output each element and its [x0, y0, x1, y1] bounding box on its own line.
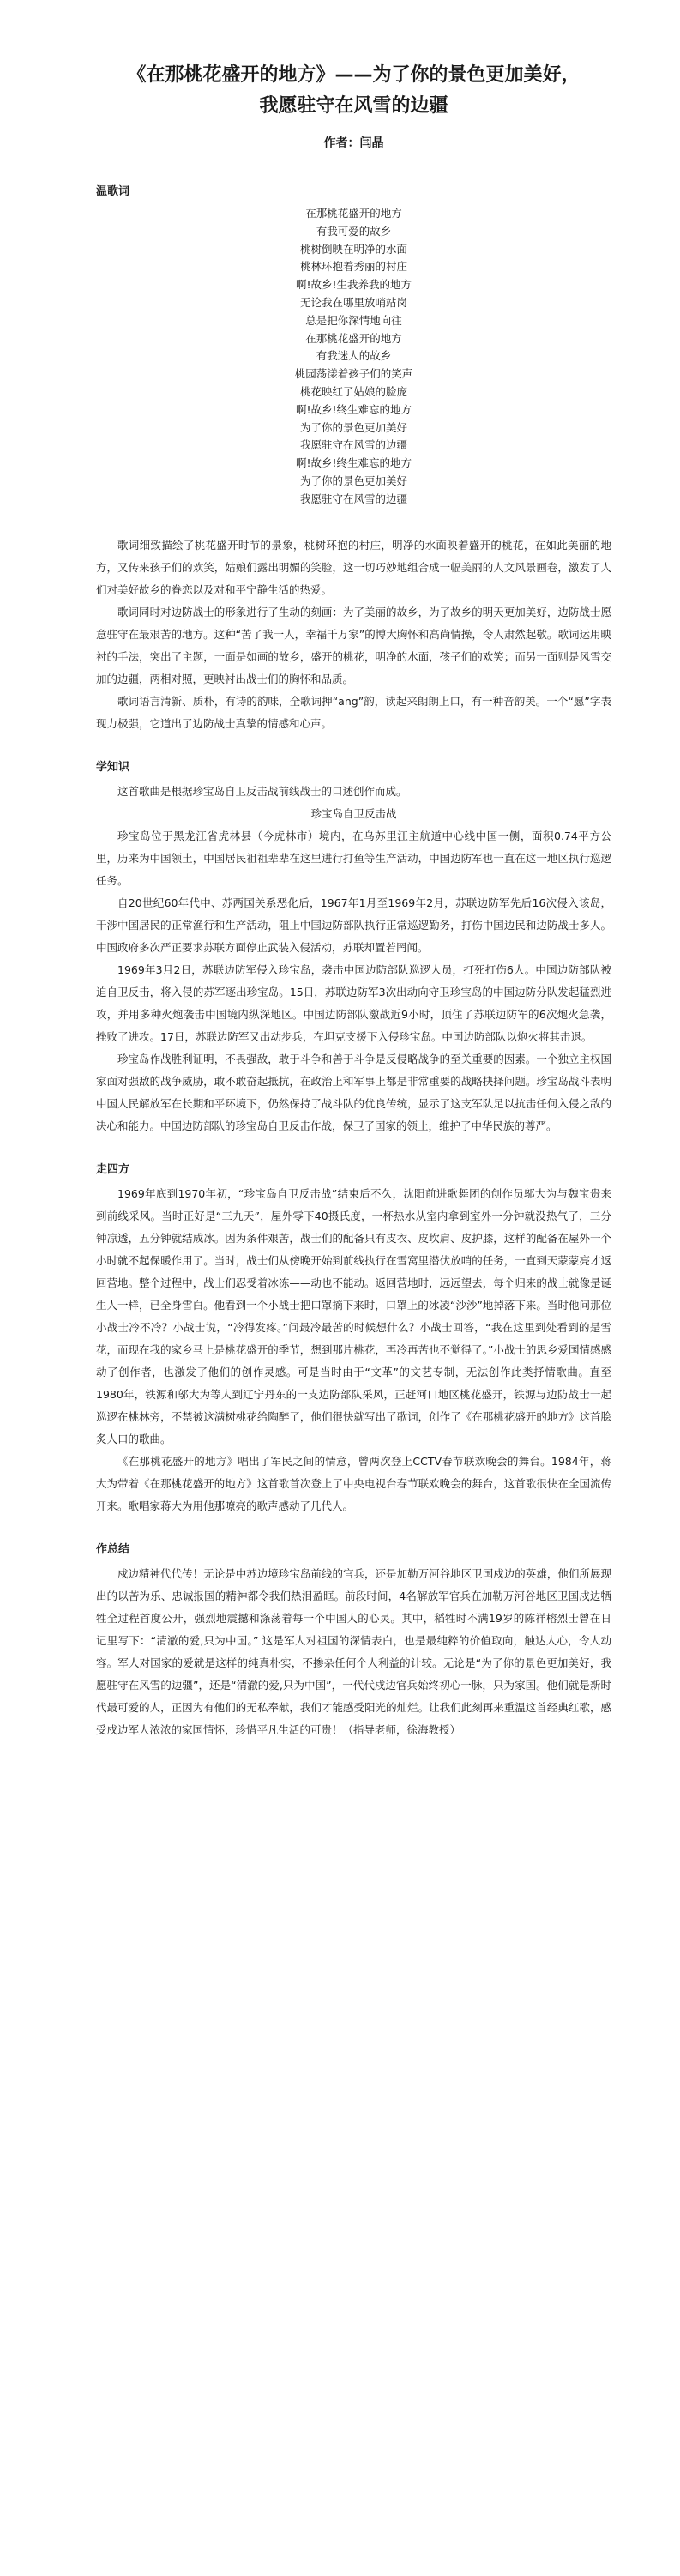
poem-line: 桃花映红了姑娘的脸庞 — [299, 384, 407, 398]
poem-line: 在那桃花盛开的地方 — [305, 331, 402, 345]
poem-line: 为了你的景色更加美好 — [299, 420, 407, 434]
paragraph: 歌词细致描绘了桃花盛开时节的景象，桃树环抱的村庄，明净的水面映着盛开的桃花，在如此美丽的地方，又传来孩子们的欢笑，姑娘们露出明媚的笑脸，这一切巧妙地组合成一幅美丽的人文风景画卷，激发了人们对美好故乡的眷恋以及对和平宁静生活的热爱。 — [96, 538, 611, 596]
paragraph: 歌词同时对边防战士的形象进行了生动的刻画：为了美丽的故乡，为了故乡的明天更加美好，边防战士愿意驻守在最艰苦的地方。这种“苦了我一人，幸福千万家”的博大胸怀和高尚情操，令人肃然起敬。歌词运用映衬的手法，突出了主题，一面是如画的故乡，盛开的桃花，明净的水面，孩子们的欢笑；而另一面则是风雪交加的边疆，两相对照，更映衬出战士们的胸怀和品质。 — [96, 605, 611, 685]
section-title-summary: 作总结 — [96, 1542, 130, 1556]
paragraph: 珍宝岛位于黑龙江省虎林县（今虎林市）境内，在乌苏里江主航道中心线中国一侧，面积0.74平方公里，历来为中国领土，中国居民祖祖辈辈在这里进行打鱼等生产活动，中国边防军也一直在这一地区执行巡逻任务。 — [96, 829, 611, 887]
paragraph: 自20世纪60年代中、苏两国关系恶化后，1967年1月至1969年2月，苏联边防军先后16次侵入该岛，干涉中国居民的正常渔行和生产活动，阻止中国边防部队执行正常巡逻勤务，打伤中国边民和边防战士多人。中国政府多次严正要求苏联方面停止武装入侵活动，苏联却置若罔闻。 — [96, 896, 611, 954]
paragraph: 戍边精神代代传！无论是中苏边境珍宝岛前线的官兵，还是加勒万河谷地区卫国戍边的英雄，他们所展现出的以苦为乐、忠诚报国的精神都令我们热泪盈眶。前段时间，4名解放军官兵在加勒万河谷地区卫国戍边牺牲全过程首度公开，强烈地震撼和涤荡着每一个中国人的心灵。其中，稻牲时不满19岁的陈祥榕烈士曾在日记里写下：“清澈的爱,只为中国。” 这是军人对祖国的深情表白，也是最纯粹的价值取向，触达人心，令人动容。军人对国家的爱就是这样的纯真朴实，不掺杂任何个人利益的计较。无论是“为了你的景色更加美好，我愿驻守在风雪的边疆”，还是“清澈的爱,只为中国”，一代代戍边官兵始终初心一脉，只为家国。他们就是新时代最可爱的人，正因为有他们的无私奉献，我们才能感受阳光的灿烂。让我们此刻再来重温这首经典红歌，感受戍边军人浓浓的家国情怀，珍惜平凡生活的可贵！（指导老师，徐海教授） — [96, 1566, 611, 1736]
article — [0, 60, 680, 1741]
page-title — [96, 60, 611, 122]
paragraph: 珍宝岛作战胜利证明，不畏强敌，敢于斗争和善于斗争是反侵略战争的至关重要的因素。一个独立主权国家面对强敌的战争威胁，敢不敢奋起抵抗，在政治上和军事上都是非常重要的战略抉择问题。珍宝岛战斗表明中国人民解放军在长期和平环境下，仍然保持了战斗队的优良传统，显示了这支军队足以抗击任何入侵之敌的决心和能力。中国边防部队的珍宝岛自卫反击作战，保卫了国家的领土，维护了中华民族的尊严。 — [96, 1052, 611, 1132]
subtitle: 珍宝岛自卫反击战 — [310, 806, 397, 820]
poem-line: 为了你的景色更加美好 — [299, 474, 407, 487]
poem-lyrics — [96, 205, 611, 509]
section-title-poem: 温歌词 — [96, 185, 130, 198]
poem-line: 啊!故乡!终生难忘的地方 — [295, 402, 412, 416]
poem-line: 有我可爱的故乡 — [316, 224, 392, 238]
poem-line: 啊!故乡!终生难忘的地方 — [295, 456, 412, 470]
paragraph: 《在那桃花盛开的地方》唱出了军民之间的情意，曾两次登上CCTV春节联欢晚会的舞台。1984年，蒋大为带着《在那桃花盛开的地方》这首歌首次登上了中央电视台春节联欢晚会的舞台，这首歌很快在全国流传开来。歌唱家蒋大为用他那嘹亮的歌声感动了几代人。 — [96, 1454, 611, 1512]
poem-line: 啊!故乡!生我养我的地方 — [295, 278, 412, 292]
paragraph: 这首歌曲是根据珍宝岛自卫反击战前线战士的口述创作而成。 — [117, 784, 407, 798]
section-title-knowledge: 学知识 — [96, 760, 130, 774]
paragraph: 1969年底到1970年初，“珍宝岛自卫反击战”结束后不久，沈阳前进歌舞团的创作员邬大为与魏宝贵来到前线采风。当时正好是“三九天”，屋外零下40摄氏度，一杯热水从室内拿到室外一分钟就没热气了，三分钟凉透，五分钟就结成冰。因为条件艰苦，战士们的配备只有皮衣、皮坎肩、皮护膝，这样的配备在屋外一个小时就不起保暖作用了。当时，战士们从傍晚开始到前线执行在雪窝里潜伏放哨的任务，一直到天蒙蒙亮才返回营地。整个过程中，战士们忍受着冰冻——动也不能动。返回营地时，远远望去，每个归来的战士就像是诞生人一样，已全身雪白。他看到一个小战士把口罩摘下来时，口罩上的冰凌“沙沙”地掉落下来。当时他问那位小战士冷不冷？小战士说，“冷得发疼。”问最冷最苦的时候想什么？小战士回答，“我在这里到处看到的是雪花，而现在我的家乡马上是桃花盛开的季节，想到那片桃花，再冷再苦也不觉得了。”小战士的思乡爱国情感感动了创作者，也激发了他们的创作灵感。可是当时由于“文革”的文艺专制，无法创作此类抒情歌曲。直至1980年，铁源和邬大为等人到辽宁丹东的一支边防部队采风，正赶河口地区桃花盛开，铁源与边防战士一起巡逻在桃林旁，不禁被这满树桃花给陶醉了，他们很快就写出了歌词，创作了《在那桃花盛开的地方》这首脍炙人口的歌曲。 — [96, 1186, 611, 1445]
poem-line: 在那桃花盛开的地方 — [305, 207, 402, 220]
title-line-2: 我愿驻守在风雪的边疆 — [259, 95, 448, 117]
title-line-1: 《在那桃花盛开的地方》——为了你的景色更加美好， — [127, 64, 581, 86]
poem-line: 我愿驻守在风雪的边疆 — [299, 438, 407, 452]
poem-line: 总是把你深情地向往 — [305, 313, 402, 327]
author: 作者：闫晶 — [323, 136, 384, 150]
poem-line: 桃树倒映在明净的水面 — [299, 242, 407, 256]
section-title-story: 走四方 — [96, 1162, 130, 1176]
poem-line: 有我迷人的故乡 — [316, 349, 392, 363]
poem-line: 桃林环抱着秀丽的村庄 — [299, 260, 407, 274]
poem-line: 桃园荡漾着孩子们的笑声 — [294, 367, 413, 381]
poem-line: 无论我在哪里放哨站岗 — [299, 295, 407, 309]
poem-line: 我愿驻守在风雪的边疆 — [299, 492, 407, 505]
paragraph: 歌词语言清新、质朴，有诗的韵味，全歌词押“ang”韵，读起来朗朗上口，有一种音韵美。一个“愿”字表现力极强，它道出了边防战士真挚的情感和心声。 — [96, 694, 611, 730]
paragraph: 1969年3月2日，苏联边防军侵入珍宝岛，袭击中国边防部队巡逻人员，打死打伤6人。中国边防部队被迫自卫反击，将入侵的苏军逐出珍宝岛。15日，苏联边防军3次出动向守卫珍宝岛的中国边防分队发起猛烈进攻，并用多种火炮袭击中国境内纵深地区。中国边防部队激战近9小时，顶住了苏联边防军的6次炮火急袭，挫败了进攻。17日，苏联边防军又出动步兵，在坦克支援下入侵珍宝岛。中国边防部队以炮火将其击退。 — [96, 962, 611, 1043]
